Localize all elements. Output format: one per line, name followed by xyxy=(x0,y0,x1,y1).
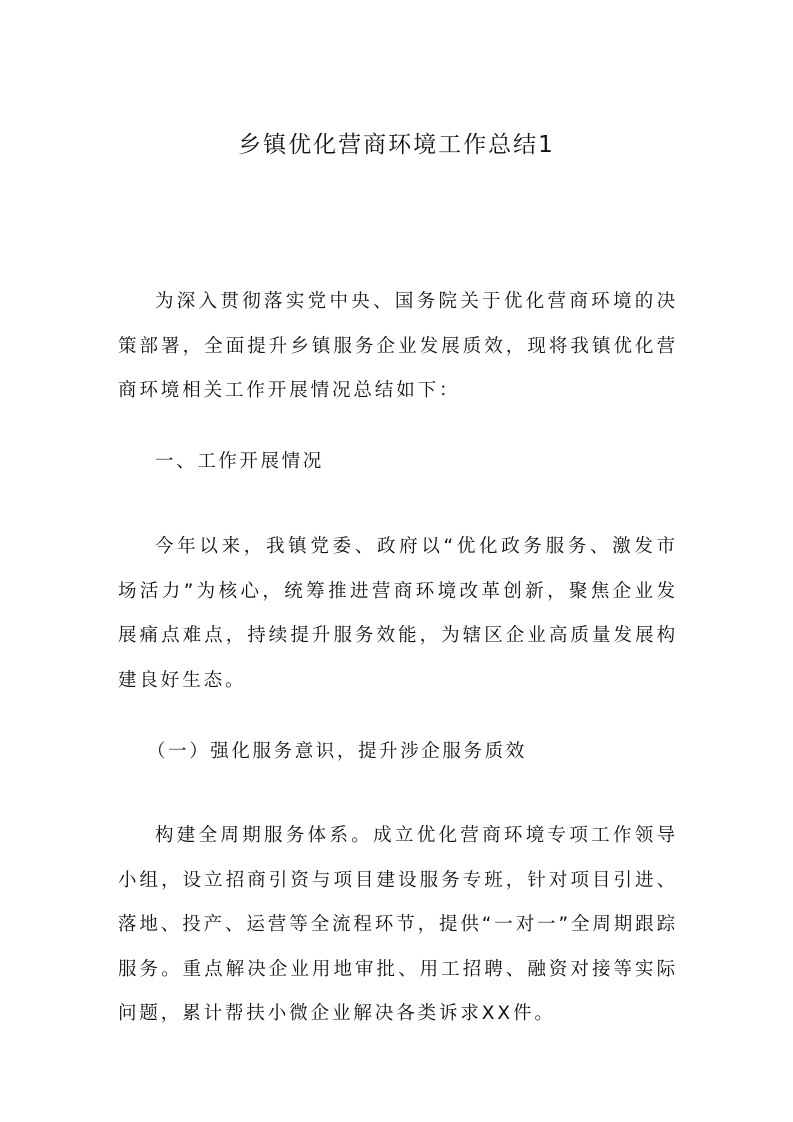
intro-paragraph: 为深入贯彻落实党中央、国务院关于优化营商环境的决策部署，全面提升乡镇服务企业发展质效，现将我镇优化营商环境相关工作开展情况总结如下： xyxy=(118,291,678,401)
subsection-heading-service: （一）强化服务意识，提升涉企服务质效 xyxy=(147,741,527,762)
section-heading-work-progress: 一、工作开展情况 xyxy=(155,451,324,472)
document-title: 乡镇优化营商环境工作总结1 xyxy=(238,132,555,158)
section-paragraph-overview: 今年以来，我镇党委、政府以“优化政务服务、激发市场活力”为核心，统筹推进营商环境改革创新，聚焦企业发展痛点难点，持续提升服务效能，为辖区企业高质量发展构建良好生态。 xyxy=(118,536,678,691)
subsection-paragraph-service: 构建全周期服务体系。成立优化营商环境专项工作领导小组，设立招商引资与项目建设服务专班，针对项目引进、落地、投产、运营等全流程环节，提供“一对一”全周期跟踪服务。重点解决企业用地审批、用工招聘、融资对接等实际问题，累计帮扶小微企业解决各类诉求XX件。 xyxy=(118,825,678,1024)
